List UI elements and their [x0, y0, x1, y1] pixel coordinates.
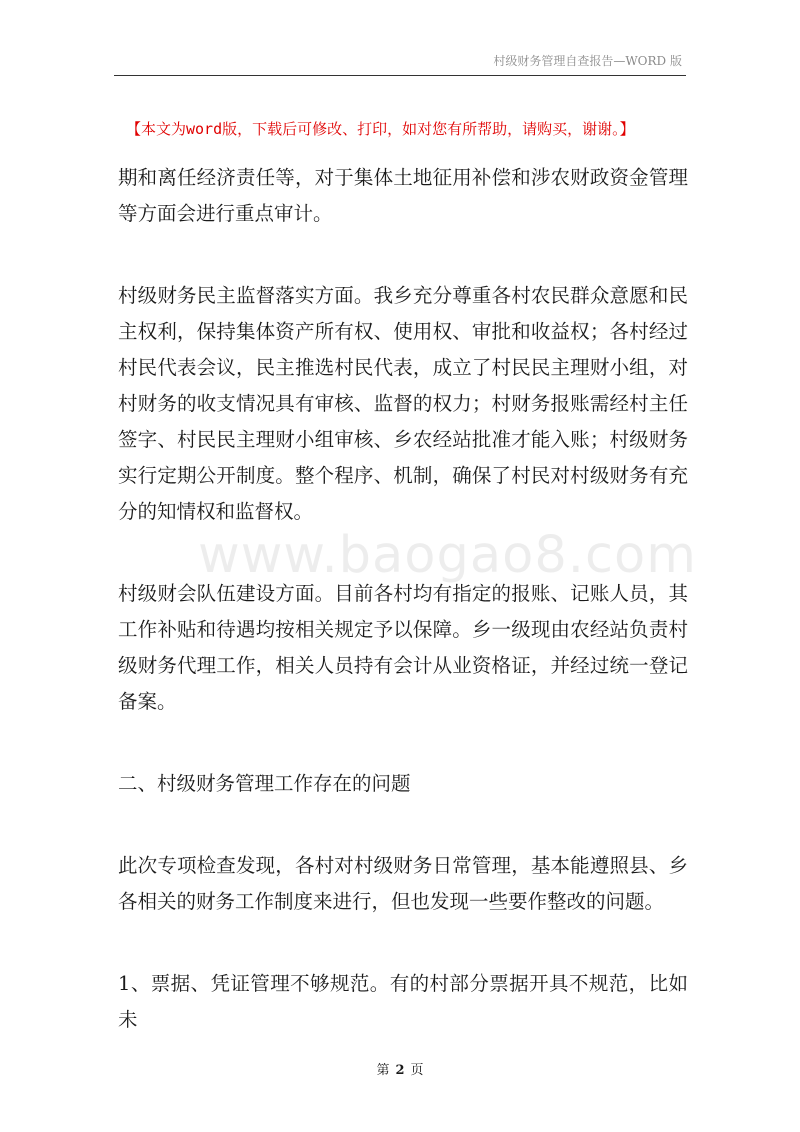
page-footer — [0, 1059, 800, 1078]
purchase-notice: 【本文为word版，下载后可修改、打印，如对您有所帮助，请购买，谢谢。】 — [126, 120, 635, 138]
footer-suffix: 页 — [410, 1063, 424, 1078]
paragraph-audit-continued: 期和离任经济责任等，对于集体土地征用补偿和涉农财政资金管理等方面会进行重点审计。 — [118, 166, 688, 225]
header-title: 村级财务管理自查报告—WORD 版 — [493, 54, 682, 68]
watermark-text: www.baogao8.com — [198, 526, 697, 585]
paragraph-accounting-team: 村级财会队伍建设方面。目前各村均有指定的报账、记账人员，其工作补贴和待遇均按相关规定予以保障。乡一级现由农经站负责村级财务代理工作，相关人员持有会计从业资格证，并经过统一登记备案。 — [118, 582, 688, 713]
document-body — [118, 160, 688, 1038]
header-divider — [114, 75, 686, 76]
page-number: 2 — [395, 1063, 405, 1078]
footer-prefix: 第 — [376, 1063, 390, 1078]
paragraph-item-1-receipts: 1、票据、凭证管理不够规范。有的村部分票据开具不规范，比如未 — [118, 972, 688, 1031]
paragraph-democratic-supervision: 村级财务民主监督落实方面。我乡充分尊重各村农民群众意愿和民主权利，保持集体资产所有权、使用权、审批和收益权；各村经过村民代表会议，民主推选村民代表，成立了村民民主理财小组，对村财务的收支情况具有审核、监督的权力；村财务报账需经村主任签字、村民民主理财小组审核、乡农经站批准才能入账；村级财务实行定期公开制度。整个程序、机制，确保了村民对村级财务有充分的知情权和监督权。 — [118, 284, 688, 523]
section-heading-problems: 二、村级财务管理工作存在的问题 — [118, 772, 411, 795]
paragraph-inspection-findings: 此次专项检查发现，各村对村级财务日常管理，基本能遵照县、乡各相关的财务工作制度来进行，但也发现一些要作整改的问题。 — [118, 854, 688, 913]
